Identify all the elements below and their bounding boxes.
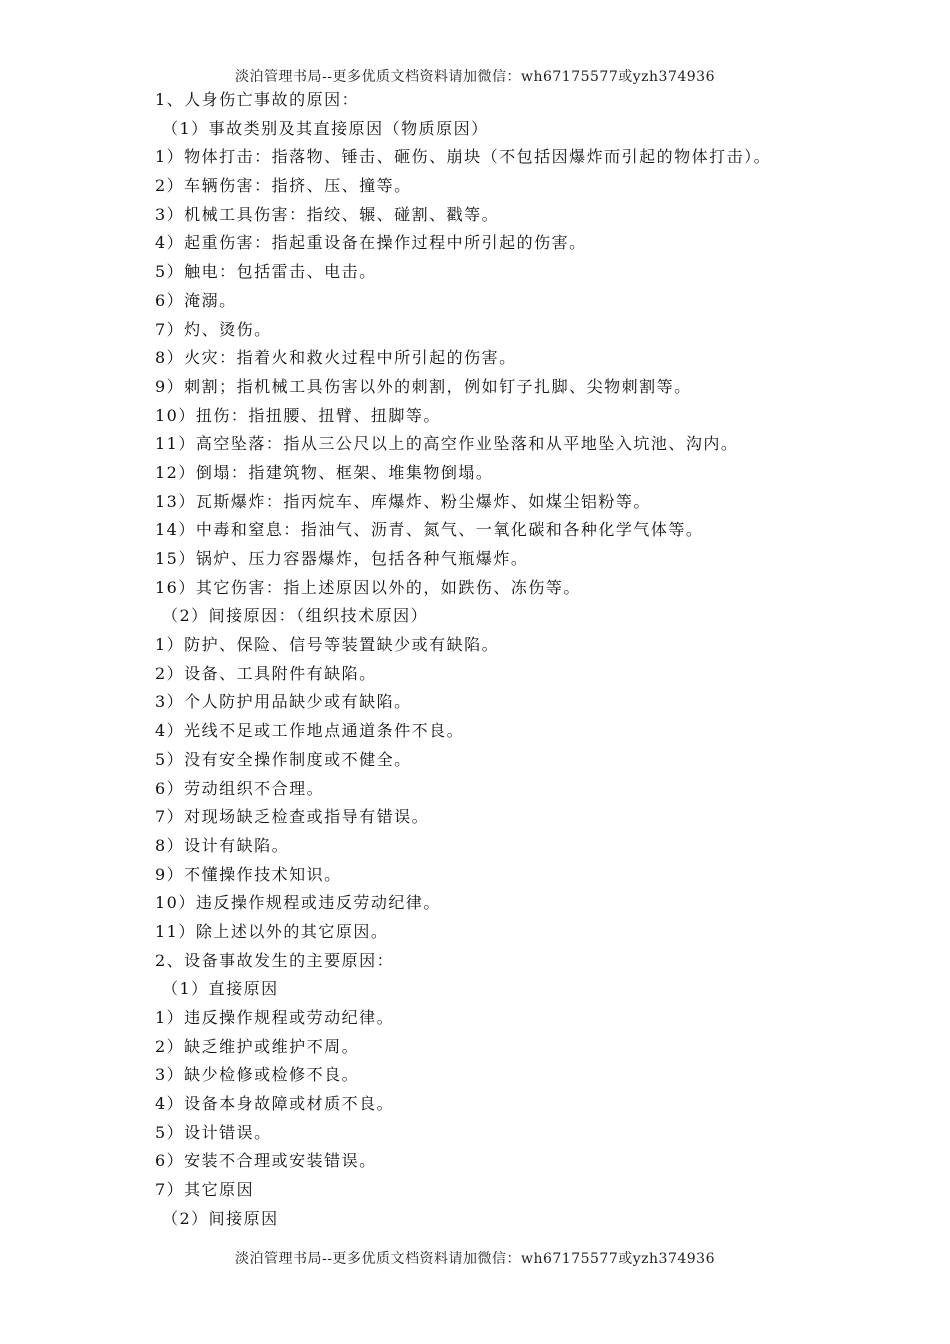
list-item: 1）防护、保险、信号等装置缺少或有缺陷。 <box>155 635 500 655</box>
list-item: 6）安装不合理或安装错误。 <box>155 1151 377 1171</box>
list-item: 10）扭伤：指扭腰、扭臂、扭脚等。 <box>155 405 441 425</box>
list-item: 4）起重伤害：指起重设备在操作过程中所引起的伤害。 <box>155 233 587 253</box>
list-item: 1）违反操作规程或劳动纪律。 <box>155 1008 395 1027</box>
list-item: 7）其它原因 <box>155 1180 255 1200</box>
list-item: 10）违反操作规程或违反劳动纪律。 <box>155 893 441 913</box>
list-item: 12）倒塌：指建筑物、框架、堆集物倒塌。 <box>155 462 494 482</box>
list-item: 5）触电：包括雷击、电击。 <box>155 262 377 282</box>
list-item: 8）设计有缺陷。 <box>155 835 290 855</box>
list-item: 5）没有安全操作制度或不健全。 <box>155 749 412 769</box>
subsection-heading: （2）间接原因 <box>162 1208 279 1228</box>
document-body <box>155 86 915 1234</box>
list-item: 6）劳动组织不合理。 <box>155 778 325 798</box>
list-item: 15）锅炉、压力容器爆炸，包括各种气瓶爆炸。 <box>155 549 529 568</box>
list-item: 8）火灾：指着火和救火过程中所引起的伤害。 <box>155 348 517 368</box>
list-item: 4）光线不足或工作地点通道条件不良。 <box>155 721 465 741</box>
list-item: 7）对现场缺乏检查或指导有错误。 <box>155 807 430 827</box>
section-heading: 1、人身伤亡事故的原因： <box>155 90 360 109</box>
list-item: 2）车辆伤害：指挤、压、撞等。 <box>155 176 412 196</box>
list-item: 11）除上述以外的其它原因。 <box>155 921 389 941</box>
list-item: 7）灼、烫伤。 <box>155 319 272 339</box>
list-item: 13）瓦斯爆炸：指丙烷车、库爆炸、粉尘爆炸、如煤尘铝粉等。 <box>155 491 651 511</box>
list-item: 6）淹溺。 <box>155 290 237 310</box>
subsection-heading: （1）直接原因 <box>162 979 279 999</box>
list-item: 2）设备、工具附件有缺陷。 <box>155 663 377 683</box>
list-item: 4）设备本身故障或材质不良。 <box>155 1094 395 1114</box>
list-item: 3）个人防护用品缺少或有缺陷。 <box>155 692 412 712</box>
list-item: 5）设计错误。 <box>155 1122 272 1142</box>
page-header: 淡泊管理书局--更多优质文档资料请加微信：wh67175577或yzh374936 <box>235 69 715 85</box>
list-item: 2）缺乏维护或维护不周。 <box>155 1036 360 1056</box>
subsection-heading: （1）事故类别及其直接原因（物质原因） <box>162 118 489 138</box>
list-item: 3）机械工具伤害：指绞、辗、碰割、戳等。 <box>155 204 500 224</box>
section-heading: 2、设备事故发生的主要原因： <box>155 950 395 970</box>
list-item: 9）不懂操作技术知识。 <box>155 864 342 884</box>
list-item: 1）物体打击：指落物、锤击、砸伤、崩块（不包括因爆炸而引起的物体打击）。 <box>155 147 772 167</box>
list-item: 3）缺少检修或检修不良。 <box>155 1065 360 1085</box>
subsection-heading: （2）间接原因：（组织技术原因） <box>162 606 429 626</box>
page-footer: 淡泊管理书局--更多优质文档资料请加微信：wh67175577或yzh374936 <box>235 1251 715 1267</box>
list-item: 11）高空坠落：指从三公尺以上的高空作业坠落和从平地坠入坑池、沟内。 <box>155 434 739 454</box>
list-item: 16）其它伤害：指上述原因以外的，如跌伤、冻伤等。 <box>155 577 581 597</box>
list-item: 9）刺割；指机械工具伤害以外的刺割，例如钉子扎脚、尖物刺割等。 <box>155 376 692 396</box>
list-item: 14）中毒和窒息：指油气、沥青、氮气、一氧化碳和各种化学气体等。 <box>155 520 704 540</box>
